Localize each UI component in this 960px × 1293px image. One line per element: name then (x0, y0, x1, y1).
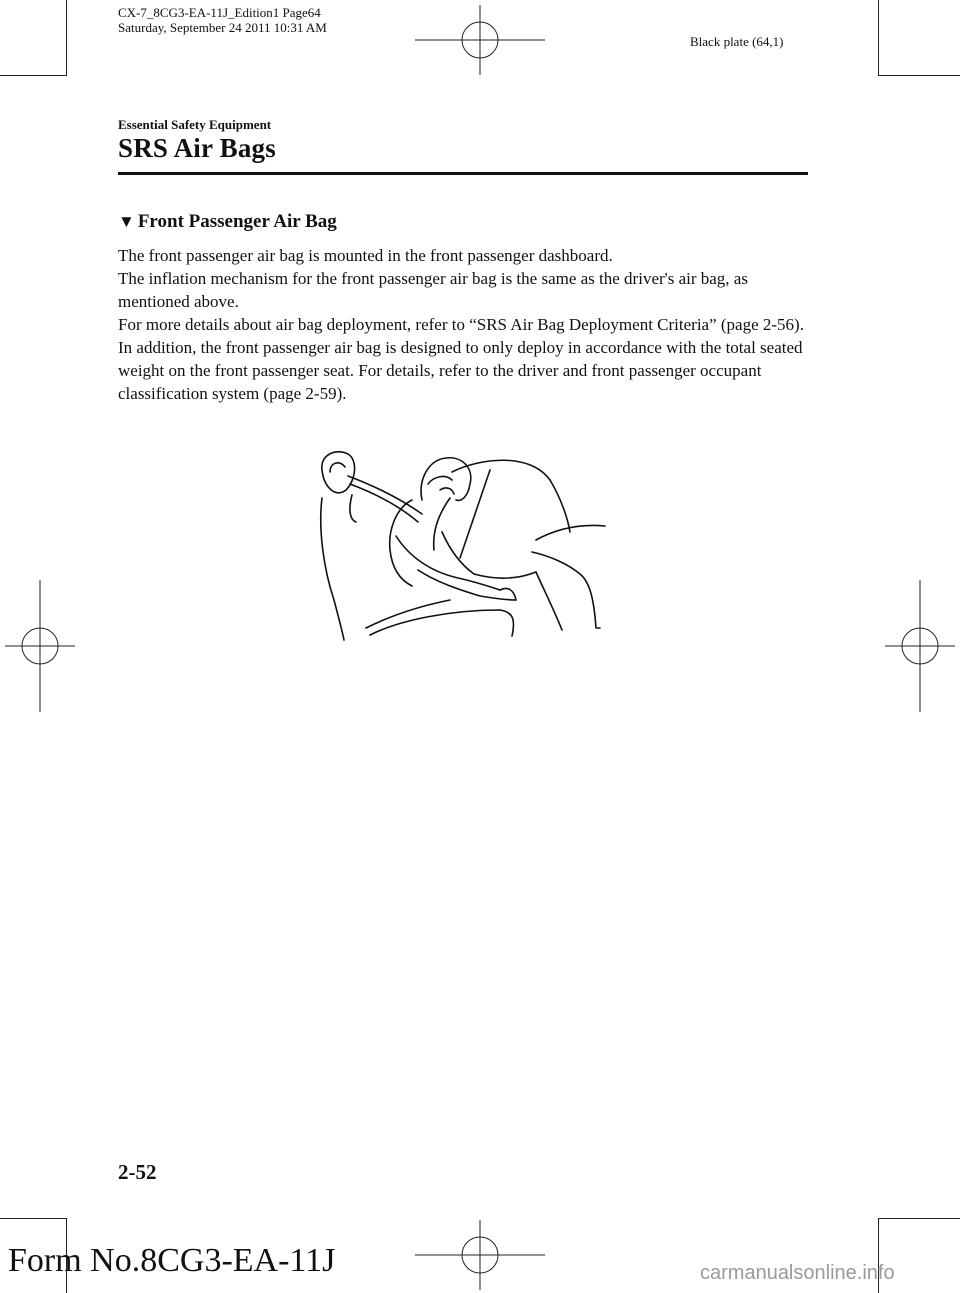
paragraph: For more details about air bag deployment, refer to “SRS Air Bag Deployment Criteria” (page 2-56). (118, 315, 804, 334)
page-title: SRS Air Bags (118, 133, 276, 163)
subsection-title: Front Passenger Air Bag (137, 211, 337, 232)
page-number: 2-52 (118, 1160, 157, 1184)
body-text (118, 244, 818, 405)
paragraph: The inflation mechanism for the front passenger air bag is the same as the driver's air bag, as mentioned above. (118, 269, 748, 311)
title-rule (118, 172, 808, 175)
passenger-airbag-illustration (300, 440, 610, 645)
form-number: Form No.8CG3-EA-11J (8, 1242, 336, 1279)
black-plate-label: Black plate (64,1) (690, 34, 784, 49)
print-file-info: CX-7_8CG3-EA-11J_Edition1 Page64 (118, 5, 321, 20)
triangle-marker-icon: ▼ (118, 212, 135, 231)
subsection-heading (118, 211, 337, 233)
paragraph: The front passenger air bag is mounted in the front passenger dashboard. (118, 246, 613, 265)
paragraph: In addition, the front passenger air bag is designed to only deploy in accordance with the total seated weight on the front passenger seat. For details, refer to the driver and front passenger occupant classification system (page 2-59). (118, 338, 803, 403)
print-timestamp: Saturday, September 24 2011 10:31 AM (118, 20, 327, 35)
watermark-text: carmanualsonline.info (700, 1262, 895, 1284)
section-label: Essential Safety Equipment (118, 117, 272, 132)
